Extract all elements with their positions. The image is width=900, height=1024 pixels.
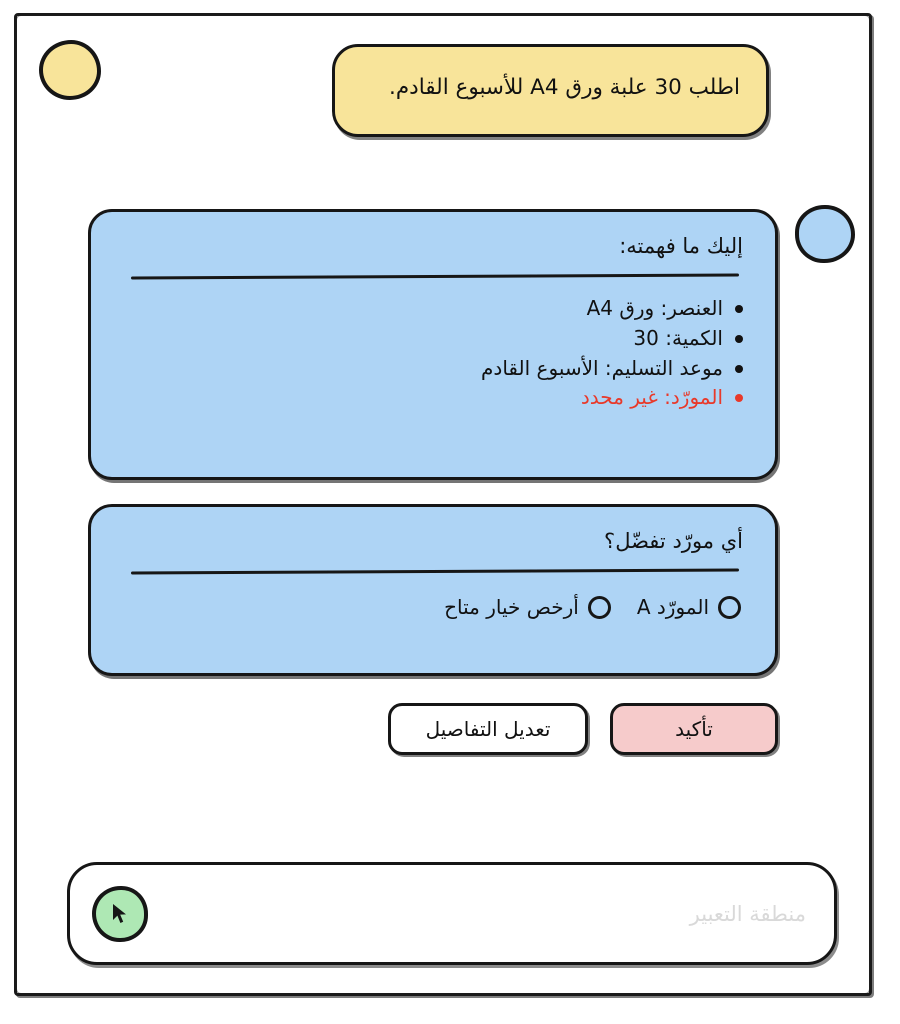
user-message-bubble bbox=[332, 44, 769, 137]
option-cheapest-available[interactable] bbox=[444, 595, 611, 619]
cursor-arrow-icon bbox=[109, 902, 131, 926]
cursor-action-button[interactable] bbox=[92, 886, 148, 942]
summary-bullet-list bbox=[121, 294, 745, 412]
edit-details-button[interactable]: تعديل التفاصيل bbox=[388, 703, 588, 755]
conversation-area bbox=[17, 16, 869, 993]
confirm-button[interactable]: تأكيد bbox=[610, 703, 778, 755]
radio-button-icon[interactable] bbox=[718, 596, 741, 619]
action-buttons-row bbox=[388, 703, 778, 755]
summary-bullet-item: العنصر: ورق A4 bbox=[121, 294, 745, 324]
user-message-text: اطلب 30 علبة ورق A4 للأسبوع القادم. bbox=[389, 75, 740, 101]
question-card-title: أي مورّد تفضّل؟ bbox=[604, 529, 743, 553]
summary-bullet-item-missing-supplier: المورّد: غير محدد bbox=[121, 383, 745, 413]
option-label: المورّد A bbox=[636, 595, 709, 620]
option-label: أرخص خيار متاح bbox=[444, 595, 579, 620]
radio-button-icon[interactable] bbox=[588, 596, 611, 619]
supplier-options-group bbox=[121, 595, 745, 619]
app-window bbox=[14, 13, 872, 996]
assistant-question-card bbox=[88, 504, 778, 676]
summary-bullet-item: الكمية: 30 bbox=[121, 324, 745, 354]
assistant-summary-card bbox=[88, 209, 778, 480]
composer-bar[interactable] bbox=[67, 862, 837, 965]
summary-bullet-item: موعد التسليم: الأسبوع القادم bbox=[121, 354, 745, 384]
summary-card-title: إليك ما فهمته: bbox=[619, 234, 743, 258]
summary-card-divider bbox=[131, 274, 739, 280]
composer-input[interactable]: منطقة التعبير bbox=[689, 901, 806, 926]
option-supplier-a[interactable] bbox=[637, 595, 741, 619]
question-card-divider bbox=[131, 569, 739, 575]
